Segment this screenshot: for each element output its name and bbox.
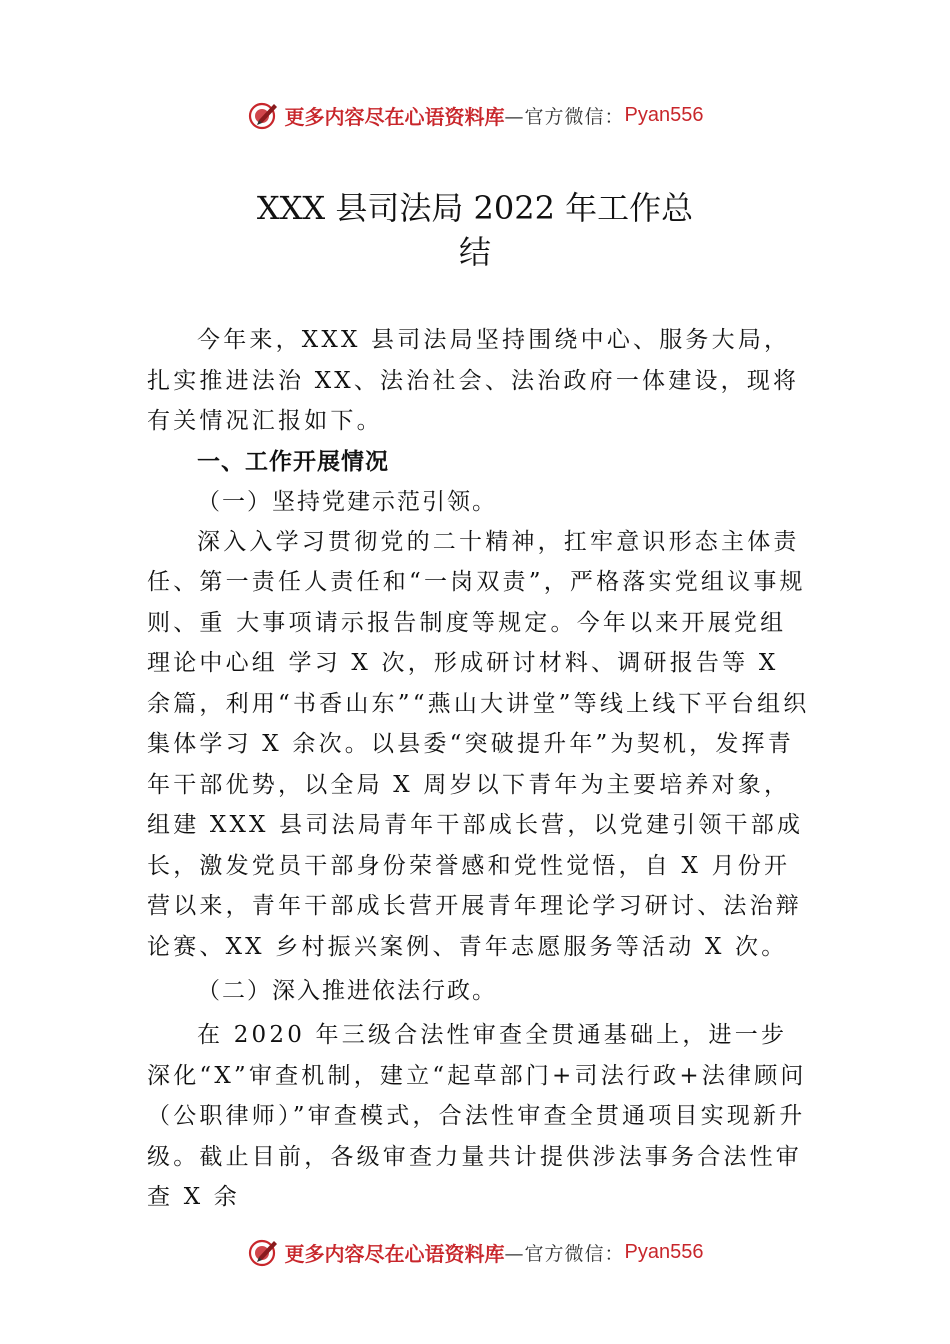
- watermark-wechat-id: Pyan556: [624, 1240, 704, 1263]
- watermark-main-text: 更多内容尽在心语资料库: [284, 1241, 505, 1266]
- subsection-2-heading: （二）深入推进依法行政。: [197, 978, 497, 1004]
- watermark-sub-text: —官方微信：: [504, 1242, 625, 1265]
- subsection-1-paragraph: 深入入学习贯彻党的二十精神，扛牢意识形态主体责任、第一责任人责任和“一岗双责”，严格落实党组议事规则、重 大事项请示报告制度等规定。今年以来开展党组理论中心组 学习 X 次，形成研讨材料、调研报告等 X 余篇，利用“书香山东”“燕山大讲堂”等线上线下平台组织集体学习 X 余次。以县委“突破提升年”为契机，发挥青年干部优势，以全局 X 周岁以下青年为主要培养对象，组建 XXX 县司法局青年干部成长营，以党建引领干部成长，激发党员干部身份荣誉感和党性觉悟，自 X 月份开营以来，青年干部成长营开展青年理论学习研讨、法治辩论赛、XX 乡村振兴案例、青年志愿服务等活动 X 次。: [147, 528, 810, 960]
- pen-seal-icon: [247, 1235, 281, 1269]
- intro-paragraph: 今年来，XXX 县司法局坚持围绕中心、服务大局，扎实推进法治 XX、法治社会、法治政府一体建设，现将有关情况汇报如下。: [147, 327, 800, 434]
- pen-seal-icon: [247, 98, 281, 132]
- watermark-sub-text: —官方微信：: [504, 105, 625, 128]
- watermark-wechat-id: Pyan556: [624, 103, 704, 126]
- watermark-footer: [0, 1234, 950, 1270]
- title-line-1: XXX 县司法局 2022 年工作总: [256, 189, 694, 227]
- watermark-header: [0, 97, 950, 133]
- subsection-1-heading: （一）坚持党建示范引领。: [197, 488, 497, 515]
- section-1-heading: 一、工作开展情况: [197, 448, 389, 475]
- subsection-2-paragraph: 在 2020 年三级合法性审查全贯通基础上，进一步深化“X”审查机制，建立“起草部门+司法行政+法律顾问（公职律师）”审查模式，合法性审查全贯通项目实现新升级。截止目前，各级审查力量共计提供涉法事务合法性审查 X 余: [147, 1022, 807, 1210]
- document-body: [147, 320, 812, 1218]
- page-title: [0, 186, 950, 274]
- watermark-main-text: 更多内容尽在心语资料库: [284, 104, 505, 129]
- title-line-2: 结: [458, 233, 491, 271]
